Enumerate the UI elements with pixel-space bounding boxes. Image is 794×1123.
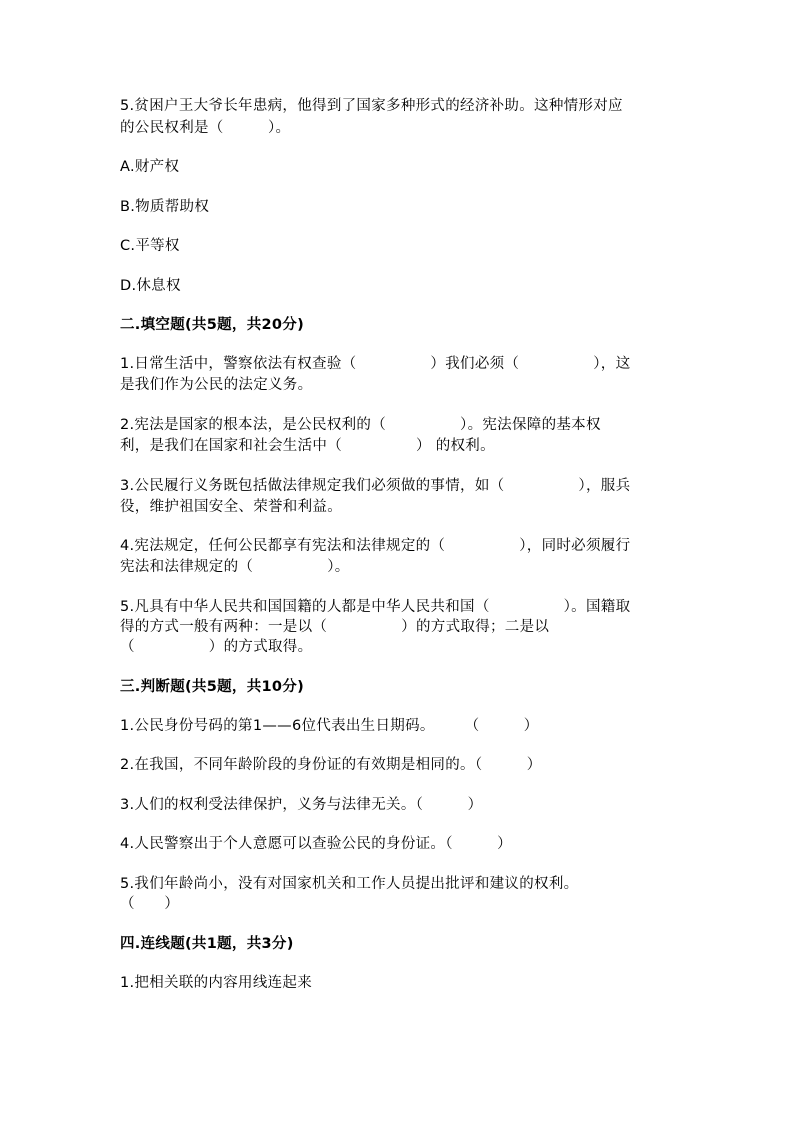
section-heading: 四.连线题(共1题，共3分): [120, 936, 294, 952]
option-a: A.财产权: [120, 159, 180, 175]
question-line: 是我们作为公民的法定义务。: [120, 377, 313, 393]
question-line: 4.宪法规定，任何公民都享有宪法和法律规定的（ ），同时必须履行: [120, 538, 631, 554]
question-line: 1.日常生活中，警察依法有权查验（ ）我们必须（ ），这: [120, 356, 631, 372]
question-line: 5.我们年龄尚小，没有对国家机关和工作人员提出批评和建议的权利。: [120, 876, 579, 892]
question-line: 1.公民身份号码的第1——6位代表出生日期码。 （ ）: [120, 718, 539, 734]
question-line: 2.宪法是国家的根本法，是公民权利的（ ）。宪法保障的基本权: [120, 417, 601, 433]
question-line: 3.公民履行义务既包括做法律规定我们必须做的事情，如（ ），服兵: [120, 478, 631, 494]
question-line: （ ）的方式取得。: [120, 639, 313, 655]
option-d: D.休息权: [120, 278, 181, 294]
question-line: 宪法和法律规定的（ ）。: [120, 559, 350, 575]
question-line: 的公民权利是（ ）。: [120, 120, 291, 136]
question-line: 2.在我国，不同年龄阶段的身份证的有效期是相同的。（ ）: [120, 757, 542, 773]
question-line: 4.人民警察出于个人意愿可以查验公民的身份证。（ ）: [120, 836, 512, 852]
question-line: 3.人们的权利受法律保护，义务与法律无关。（ ）: [120, 797, 483, 813]
option-b: B.物质帮助权: [120, 199, 210, 215]
question-line: 1.把相关联的内容用线连起来: [120, 975, 313, 991]
question-line: 役，维护祖国安全、荣誉和利益。: [120, 499, 342, 515]
question-line: （ ）: [120, 896, 180, 912]
question-line: 得的方式一般有两种：一是以（ ）的方式取得；二是以: [120, 619, 550, 635]
option-c: C.平等权: [120, 238, 180, 254]
question-line: 5.凡具有中华人民共和国国籍的人都是中华人民共和国（ ）。国籍取: [120, 599, 631, 615]
section-heading: 二.填空题(共5题，共20分): [120, 317, 305, 333]
question-line: 利，是我们在国家和社会生活中（ ） 的权利。: [120, 438, 495, 454]
question-line: 5.贫困户王大爷长年患病，他得到了国家多种形式的经济补助。这种情形对应: [120, 98, 623, 114]
section-heading: 三.判断题(共5题，共10分): [120, 679, 305, 695]
